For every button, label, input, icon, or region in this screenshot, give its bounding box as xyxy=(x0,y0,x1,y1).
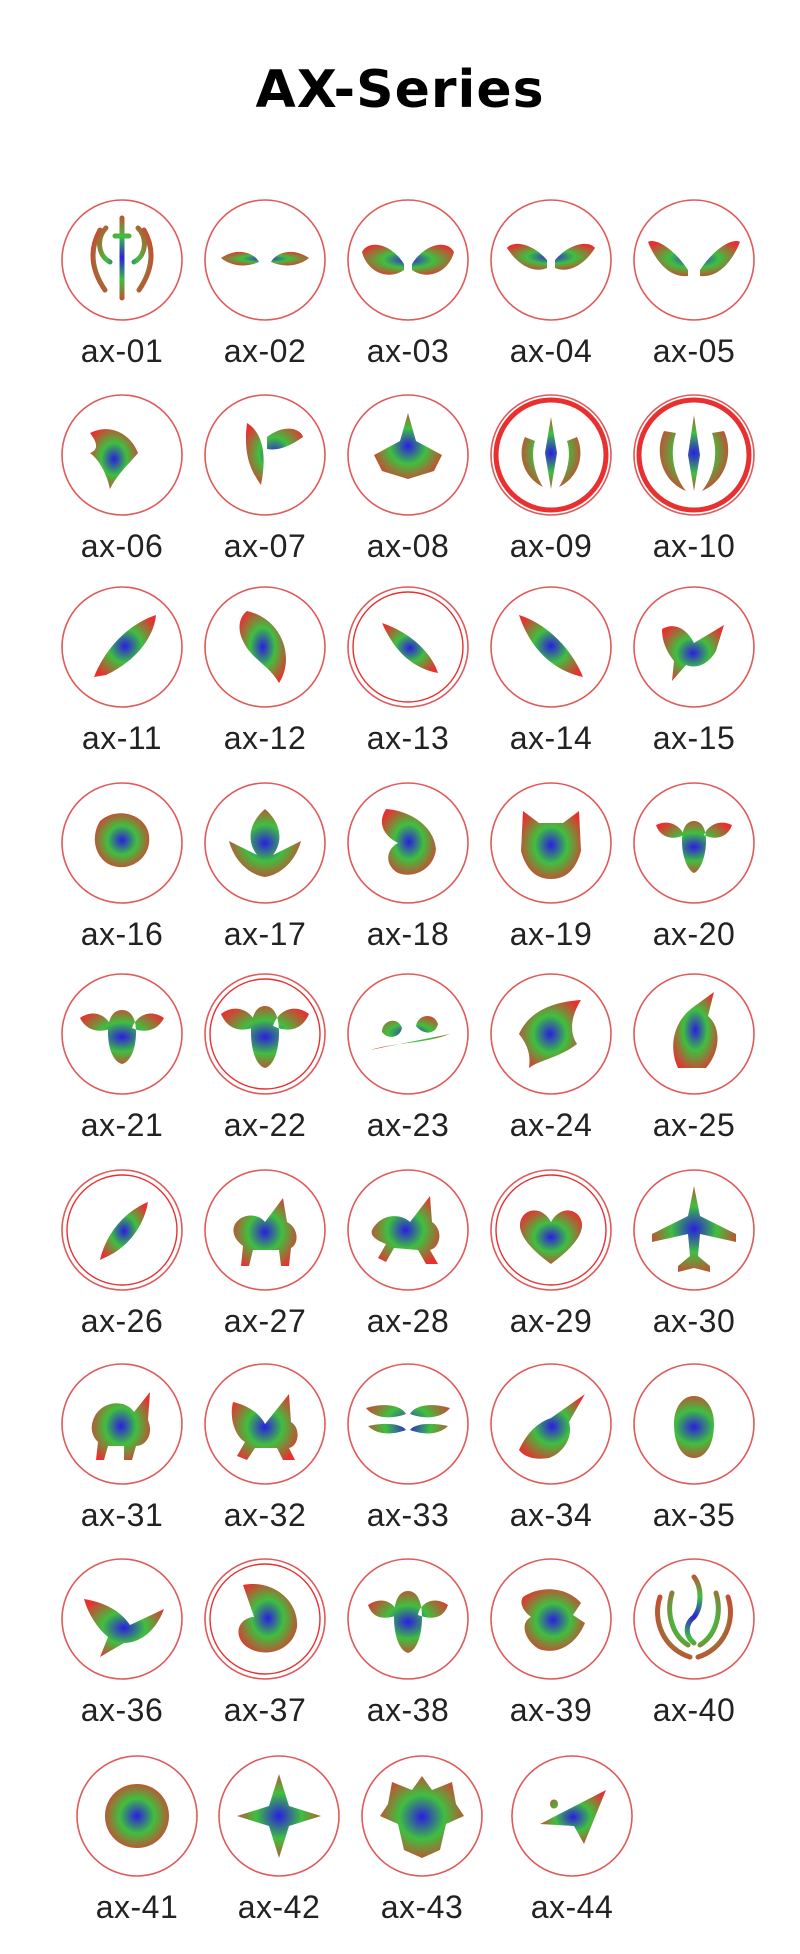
stamp-item-ax-19[interactable] xyxy=(489,781,613,961)
curled-feather-icon xyxy=(203,585,327,709)
stamp-code-label: ax-30 xyxy=(652,1303,736,1339)
stamp-motif xyxy=(658,1577,731,1657)
stamp-code-label: ax-24 xyxy=(509,1107,593,1143)
stamp-item-ax-17[interactable] xyxy=(203,781,327,961)
swan-icon xyxy=(632,1557,756,1681)
stamp-item-ax-10[interactable] xyxy=(632,393,756,573)
stamp-code-label: ax-22 xyxy=(223,1107,307,1143)
stamp-item-ax-02[interactable] xyxy=(203,198,327,378)
stamp-motif xyxy=(521,811,581,879)
stamp-code-label: ax-13 xyxy=(366,720,450,756)
cartoon-unicorn-icon xyxy=(60,1362,184,1486)
stamp-motif xyxy=(221,252,309,266)
rearing-pegasus-icon xyxy=(346,1168,470,1292)
stamp-motif xyxy=(660,415,728,491)
stamp-item-ax-11[interactable] xyxy=(60,585,184,765)
stamp-motif xyxy=(658,1396,730,1458)
feathered-wings-icon xyxy=(489,198,613,322)
stamp-item-ax-39[interactable] xyxy=(489,1557,613,1737)
stamp-code-label: ax-28 xyxy=(366,1303,450,1339)
stamp-item-ax-26[interactable] xyxy=(60,1168,184,1348)
stamp-item-ax-05[interactable] xyxy=(632,198,756,378)
stamp-code-label: ax-20 xyxy=(652,916,736,952)
spread-wings-icon xyxy=(203,198,327,322)
stamp-item-ax-38[interactable] xyxy=(346,1557,470,1737)
stamp-motif xyxy=(237,1774,321,1858)
stamp-ring xyxy=(634,200,754,320)
stamp-code-label: ax-33 xyxy=(366,1497,450,1533)
dove-icon xyxy=(489,972,613,1096)
dragon-icon xyxy=(346,781,470,905)
stamp-motif xyxy=(90,429,138,489)
stamp-item-ax-13[interactable] xyxy=(346,585,470,765)
stamp-item-ax-06[interactable] xyxy=(60,393,184,573)
peacock-feather-icon xyxy=(60,585,184,709)
stamp-item-ax-37[interactable] xyxy=(203,1557,327,1737)
spaceship-icon xyxy=(346,393,470,517)
stamp-ring xyxy=(348,1364,468,1484)
stamp-item-ax-18[interactable] xyxy=(346,781,470,961)
stamp-motif xyxy=(519,615,583,677)
stamp-item-ax-43[interactable] xyxy=(360,1754,484,1934)
stamp-motif xyxy=(233,1198,296,1266)
stamp-code-label: ax-05 xyxy=(652,333,736,369)
stamp-code-label: ax-15 xyxy=(652,720,736,756)
wings-pair-icon xyxy=(632,198,756,322)
stamp-item-ax-04[interactable] xyxy=(489,198,613,378)
stamp-item-ax-24[interactable] xyxy=(489,972,613,1152)
stamp-code-label: ax-10 xyxy=(652,528,736,564)
stamp-motif xyxy=(80,1010,164,1064)
stamp-motif xyxy=(238,1584,297,1653)
phoenix-splash-icon xyxy=(60,393,184,517)
page-title: AX-Series xyxy=(255,60,545,120)
stamp-motif xyxy=(520,1210,582,1264)
birds-on-branch-icon xyxy=(346,972,470,1096)
stamp-code-label: ax-38 xyxy=(366,1692,450,1728)
stamp-motif xyxy=(380,1776,464,1858)
stamp-item-ax-31[interactable] xyxy=(60,1362,184,1542)
stamp-item-ax-22[interactable] xyxy=(203,972,327,1152)
airplane-icon xyxy=(632,1168,756,1292)
ornate-crest-icon xyxy=(75,1754,199,1878)
stamp-item-ax-23[interactable] xyxy=(346,972,470,1152)
stamp-motif xyxy=(382,623,438,673)
stamp-item-ax-27[interactable] xyxy=(203,1168,327,1348)
honeybee-icon xyxy=(632,781,756,905)
stamp-motif xyxy=(362,245,454,275)
stamp-code-label: ax-34 xyxy=(509,1497,593,1533)
jedi-emblem-icon xyxy=(489,393,613,517)
stamp-code-label: ax-16 xyxy=(80,916,164,952)
stamp-code-label: ax-25 xyxy=(652,1107,736,1143)
stamp-motif xyxy=(94,615,156,677)
tribal-phoenix-icon xyxy=(489,1557,613,1681)
stamp-code-label: ax-27 xyxy=(223,1303,307,1339)
stamp-motif xyxy=(221,1006,309,1068)
stamp-code-label: ax-26 xyxy=(80,1303,164,1339)
stamp-motif xyxy=(540,1790,606,1844)
stamp-motif xyxy=(105,1784,169,1848)
stamp-motif xyxy=(521,1589,585,1651)
quill-feather-icon xyxy=(346,585,470,709)
stamp-motif xyxy=(92,1392,150,1460)
stamp-code-label: ax-21 xyxy=(80,1107,164,1143)
bee-icon xyxy=(346,1557,470,1681)
stamp-motif xyxy=(374,413,442,479)
stamp-item-ax-08[interactable] xyxy=(346,393,470,573)
double-eagle-icon xyxy=(360,1754,484,1878)
flying-phoenix-icon xyxy=(203,781,327,905)
stamp-motif xyxy=(656,821,732,873)
angel-wings-icon xyxy=(346,198,470,322)
compass-star-icon xyxy=(217,1754,341,1878)
jedi-order-icon xyxy=(632,393,756,517)
stamp-motif xyxy=(368,1591,448,1653)
stamp-motif xyxy=(370,1016,450,1050)
stamp-motif xyxy=(372,1196,440,1264)
stamp-motif xyxy=(84,1599,164,1657)
stamp-motif xyxy=(507,244,595,270)
stamp-code-label: ax-03 xyxy=(366,333,450,369)
long-feather-icon xyxy=(489,585,613,709)
stamp-motif xyxy=(366,1388,450,1464)
stamp-code-label: ax-44 xyxy=(530,1889,614,1925)
stamp-code-label: ax-04 xyxy=(509,333,593,369)
stamp-code-label: ax-02 xyxy=(223,333,307,369)
stamp-code-label: ax-32 xyxy=(223,1497,307,1533)
stamp-item-ax-44[interactable] xyxy=(510,1754,634,1934)
stamp-ring xyxy=(205,200,325,320)
stamp-code-label: ax-18 xyxy=(366,916,450,952)
stamp-code-label: ax-01 xyxy=(80,333,164,369)
stamp-motif xyxy=(232,1394,298,1460)
stamp-code-label: ax-39 xyxy=(509,1692,593,1728)
stamp-code-label: ax-35 xyxy=(652,1497,736,1533)
stamp-item-ax-14[interactable] xyxy=(489,585,613,765)
stamp-item-ax-25[interactable] xyxy=(632,972,756,1152)
stork-icon xyxy=(489,1362,613,1486)
stamp-item-ax-03[interactable] xyxy=(346,198,470,378)
stamp-code-label: ax-37 xyxy=(223,1692,307,1728)
stamp-motif xyxy=(519,1000,581,1068)
stamp-code-label: ax-19 xyxy=(509,916,593,952)
stamp-item-ax-35[interactable] xyxy=(632,1362,756,1542)
stamp-motif xyxy=(648,241,740,276)
ornate-bee-icon xyxy=(203,972,327,1096)
stamp-code-label: ax-09 xyxy=(509,528,593,564)
stamp-code-label: ax-14 xyxy=(509,720,593,756)
stamp-code-label: ax-41 xyxy=(95,1889,179,1925)
stamp-item-ax-12[interactable] xyxy=(203,585,327,765)
stamp-motif xyxy=(93,218,151,298)
stamp-ring xyxy=(205,395,325,515)
unicorn-head-icon xyxy=(632,972,756,1096)
stamp-item-ax-30[interactable] xyxy=(632,1168,756,1348)
stamp-item-ax-21[interactable] xyxy=(60,972,184,1152)
stamp-motif xyxy=(673,992,717,1068)
swallow-icon xyxy=(60,1557,184,1681)
stamp-item-ax-41[interactable] xyxy=(75,1754,199,1934)
stamp-motif xyxy=(519,1394,585,1459)
owl-icon xyxy=(489,781,613,905)
dragonfly-icon xyxy=(346,1362,470,1486)
stamp-motif xyxy=(662,625,724,681)
stamp-code-label: ax-23 xyxy=(366,1107,450,1143)
stamp-item-ax-40[interactable] xyxy=(632,1557,756,1737)
stamp-motif xyxy=(382,809,436,875)
stamp-code-label: ax-36 xyxy=(80,1692,164,1728)
stamp-item-ax-33[interactable] xyxy=(346,1362,470,1542)
stamp-code-label: ax-07 xyxy=(223,528,307,564)
small-feather-icon xyxy=(60,1168,184,1292)
baby-bird-icon xyxy=(60,781,184,905)
stamp-code-label: ax-31 xyxy=(80,1497,164,1533)
stamp-code-label: ax-06 xyxy=(80,528,164,564)
stamp-item-ax-34[interactable] xyxy=(489,1362,613,1542)
stamp-item-ax-15[interactable] xyxy=(632,585,756,765)
stamp-item-ax-28[interactable] xyxy=(346,1168,470,1348)
stamp-code-label: ax-29 xyxy=(509,1303,593,1339)
stamp-code-label: ax-43 xyxy=(380,1889,464,1925)
stamp-code-label: ax-08 xyxy=(366,528,450,564)
stamp-ring xyxy=(491,200,611,320)
pegasus-icon xyxy=(632,585,756,709)
paper-plane-icon xyxy=(510,1754,634,1878)
stamp-motif xyxy=(652,1186,736,1272)
winged-horse-icon xyxy=(203,1168,327,1292)
stamp-item-ax-42[interactable] xyxy=(217,1754,341,1934)
stamp-item-ax-16[interactable] xyxy=(60,781,184,961)
coiled-dragon-icon xyxy=(203,1557,327,1681)
stamp-motif xyxy=(240,611,286,683)
stamp-item-ax-36[interactable] xyxy=(60,1557,184,1737)
stamp-item-ax-01[interactable] xyxy=(60,198,184,378)
stamp-motif xyxy=(100,1202,148,1260)
bumblebee-icon xyxy=(60,972,184,1096)
stamp-motif xyxy=(246,423,303,485)
winged-heart-icon xyxy=(489,1168,613,1292)
stamp-code-label: ax-11 xyxy=(81,720,163,756)
winged-staff-icon xyxy=(60,198,184,322)
beetle-icon xyxy=(632,1362,756,1486)
stamp-item-ax-20[interactable] xyxy=(632,781,756,961)
stamp-code-label: ax-40 xyxy=(652,1692,736,1728)
pegasus-silhouette-icon xyxy=(203,1362,327,1486)
stamp-code-label: ax-17 xyxy=(223,916,307,952)
stamp-motif xyxy=(229,809,301,877)
stamp-code-label: ax-12 xyxy=(223,720,307,756)
fairy-wings-icon xyxy=(203,393,327,517)
stamp-item-ax-29[interactable] xyxy=(489,1168,613,1348)
stamp-item-ax-07[interactable] xyxy=(203,393,327,573)
stamp-motif xyxy=(95,813,149,867)
stamp-code-label: ax-42 xyxy=(237,1889,321,1925)
stamp-item-ax-09[interactable] xyxy=(489,393,613,573)
stamp-motif xyxy=(522,417,581,489)
stamp-item-ax-32[interactable] xyxy=(203,1362,327,1542)
